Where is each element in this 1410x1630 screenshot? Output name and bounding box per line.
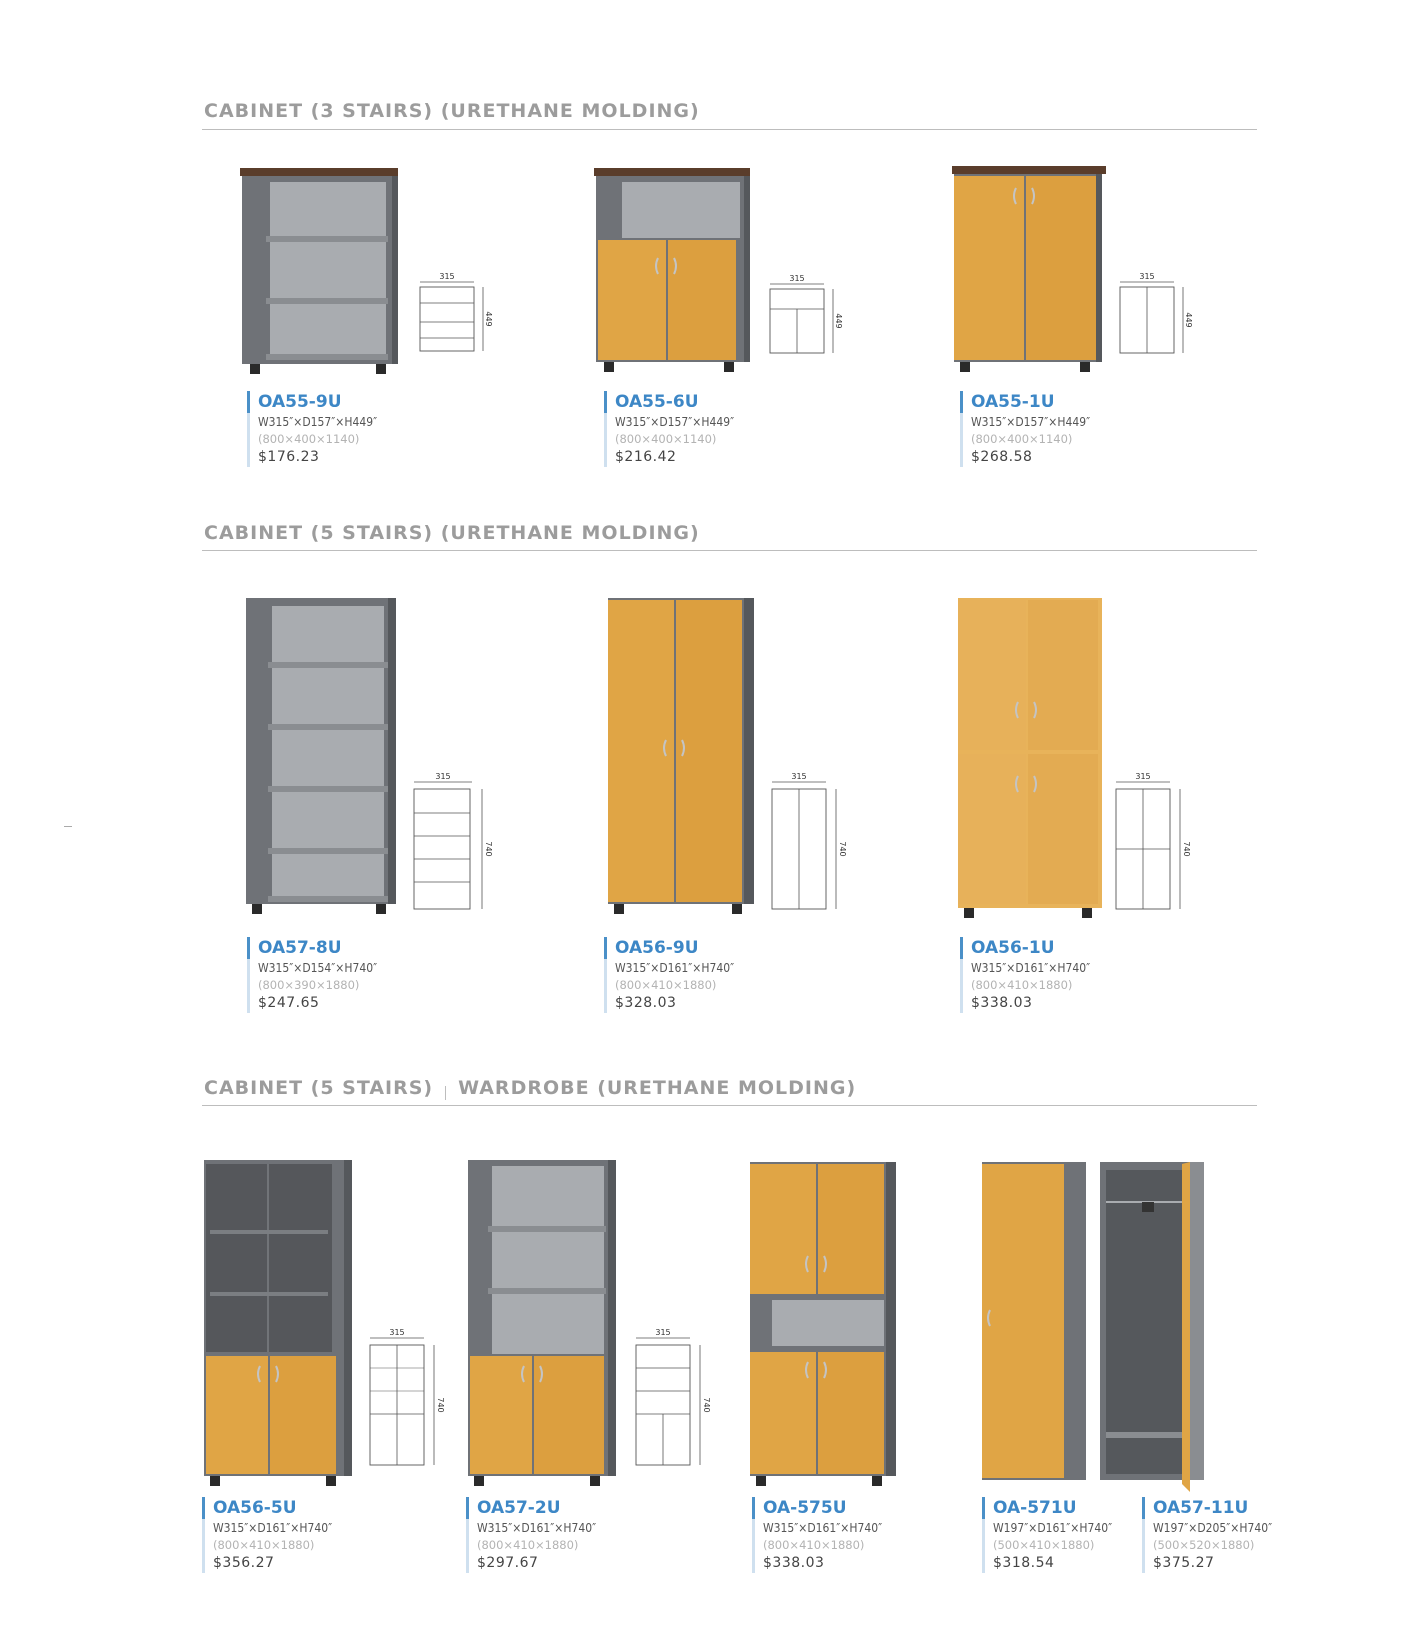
product-info (466, 1497, 596, 1573)
product-code[interactable]: OA-571U (993, 1498, 1077, 1518)
product-code[interactable]: OA56-5U (213, 1498, 297, 1518)
product-code[interactable]: OA57-11U (1153, 1498, 1249, 1518)
width-label: 315 (439, 272, 455, 281)
height-label: 740 (436, 1397, 445, 1413)
dimension-drawing (412, 272, 492, 362)
height-label: 740 (702, 1397, 711, 1413)
product-info (1142, 1497, 1272, 1573)
product-info (604, 937, 734, 1013)
product-photo (242, 598, 400, 920)
section-title-left: CABINET (5 STAIRS) (204, 1077, 434, 1099)
product-dimensions: W315″×D157″×H449″ (971, 415, 1091, 429)
product-dimensions-mm: (800×400×1140) (258, 432, 360, 446)
product-dimensions-mm: (800×410×1880) (763, 1538, 865, 1552)
dimension-drawing (630, 1328, 710, 1470)
product-photo (950, 166, 1110, 378)
width-label: 315 (791, 772, 807, 781)
product-dimensions: W315″×D161″×H740″ (763, 1521, 883, 1535)
product-code[interactable]: OA57-8U (258, 938, 342, 958)
title-separator (445, 1086, 446, 1100)
product-dimensions-mm: (500×410×1880) (993, 1538, 1095, 1552)
product-info (960, 937, 1090, 1013)
section-divider (202, 550, 1257, 551)
product-dimensions-mm: (800×410×1880) (213, 1538, 315, 1552)
product-photo (954, 598, 1110, 924)
height-label: 449 (484, 311, 493, 327)
width-label: 315 (389, 1328, 405, 1337)
product-info (982, 1497, 1112, 1573)
section-title-5-stairs: CABINET (5 STAIRS) (URETHANE MOLDING) (204, 522, 700, 544)
dimension-drawing (766, 772, 846, 914)
product-price: $338.03 (971, 995, 1033, 1011)
product-price: $268.58 (971, 449, 1033, 465)
product-photo (236, 168, 402, 378)
height-label: 449 (834, 313, 843, 329)
product-code[interactable]: OA56-1U (971, 938, 1055, 958)
product-info (202, 1497, 332, 1573)
product-dimensions-mm: (800×410×1880) (971, 978, 1073, 992)
product-code[interactable]: OA55-9U (258, 392, 342, 412)
product-photo (1098, 1162, 1208, 1498)
product-price: $318.54 (993, 1555, 1055, 1571)
width-label: 315 (435, 772, 451, 781)
product-info (752, 1497, 882, 1573)
width-label: 315 (1139, 272, 1155, 281)
product-dimensions: W197″×D161″×H740″ (993, 1521, 1113, 1535)
product-price: $375.27 (1153, 1555, 1215, 1571)
product-info (247, 937, 377, 1013)
product-photo (592, 168, 754, 378)
product-dimensions-mm: (800×410×1880) (477, 1538, 579, 1552)
margin-mark (64, 826, 72, 827)
height-label: 740 (1182, 841, 1191, 857)
product-dimensions-mm: (800×410×1880) (615, 978, 717, 992)
product-photo (604, 598, 762, 920)
product-info (960, 391, 1090, 467)
product-dimensions-mm: (800×400×1140) (615, 432, 717, 446)
product-dimensions: W315″×D161″×H740″ (477, 1521, 597, 1535)
section-title-right: WARDROBE (URETHANE MOLDING) (458, 1077, 857, 1099)
dimension-drawing (762, 274, 842, 364)
product-dimensions-mm: (800×400×1140) (971, 432, 1073, 446)
product-code[interactable]: OA-575U (763, 1498, 847, 1518)
product-photo (978, 1162, 1088, 1484)
product-price: $297.67 (477, 1555, 539, 1571)
height-label: 740 (838, 841, 847, 857)
dimension-drawing (1112, 272, 1192, 364)
product-dimensions: W315″×D161″×H740″ (971, 961, 1091, 975)
product-price: $356.27 (213, 1555, 275, 1571)
product-info (247, 391, 377, 467)
product-code[interactable]: OA55-1U (971, 392, 1055, 412)
width-label: 315 (1135, 772, 1151, 781)
dimension-drawing (410, 772, 493, 914)
product-dimensions: W315″×D161″×H740″ (213, 1521, 333, 1535)
product-dimensions: W315″×D157″×H449″ (615, 415, 735, 429)
product-photo (466, 1160, 622, 1490)
product-code[interactable]: OA55-6U (615, 392, 699, 412)
section-divider (202, 129, 1257, 130)
height-label: 449 (1184, 312, 1193, 328)
section-divider (202, 1105, 1257, 1106)
product-dimensions: W315″×D154″×H740″ (258, 961, 378, 975)
height-label: 740 (484, 841, 493, 857)
section-title-3-stairs: CABINET (3 STAIRS) (URETHANE MOLDING) (204, 100, 700, 122)
product-code[interactable]: OA56-9U (615, 938, 699, 958)
product-dimensions-mm: (800×390×1880) (258, 978, 360, 992)
product-photo (202, 1160, 358, 1490)
dimension-drawing (364, 1328, 444, 1470)
product-price: $216.42 (615, 449, 677, 465)
product-dimensions-mm: (500×520×1880) (1153, 1538, 1255, 1552)
product-price: $338.03 (763, 1555, 825, 1571)
product-code[interactable]: OA57-2U (477, 1498, 561, 1518)
section-title-wardrobe (204, 1077, 856, 1099)
product-dimensions: W197″×D205″×H740″ (1153, 1521, 1273, 1535)
product-photo (746, 1162, 904, 1490)
width-label: 315 (655, 1328, 671, 1337)
product-info (604, 391, 734, 467)
product-price: $328.03 (615, 995, 677, 1011)
dimension-drawing (1110, 772, 1190, 914)
product-dimensions: W315″×D161″×H740″ (615, 961, 735, 975)
product-price: $176.23 (258, 449, 320, 465)
width-label: 315 (789, 274, 805, 283)
product-price: $247.65 (258, 995, 320, 1011)
product-dimensions: W315″×D157″×H449″ (258, 415, 378, 429)
